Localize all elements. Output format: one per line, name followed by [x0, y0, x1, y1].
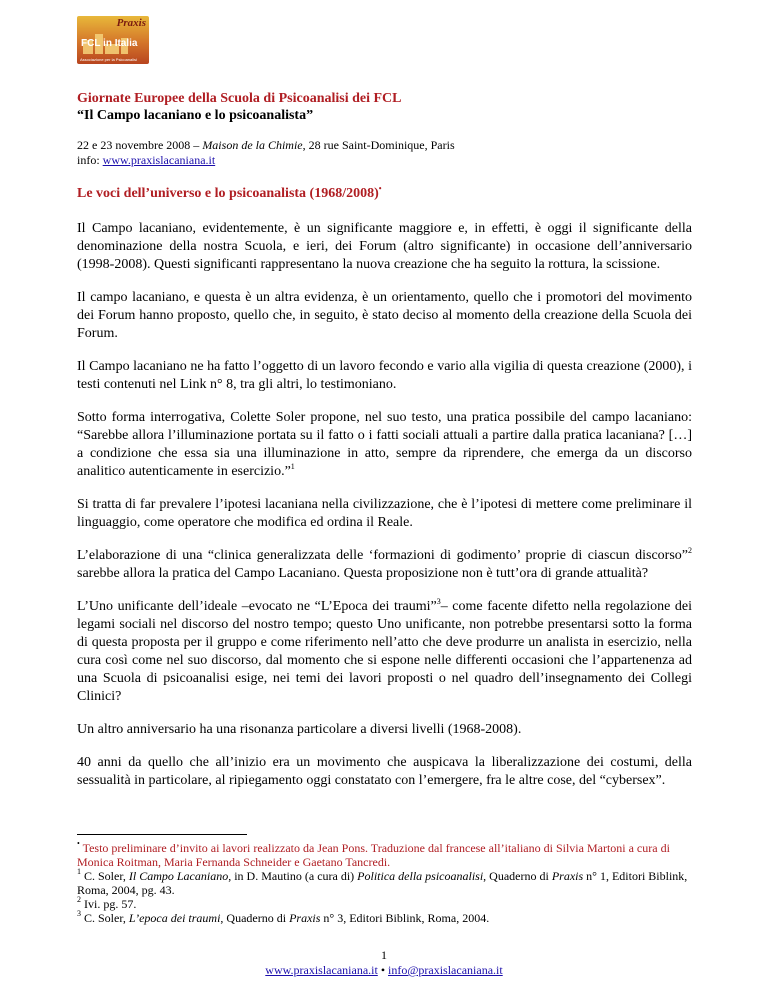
paragraph-4-text: Sotto forma interrogativa, Colette Soler propone, nel suo testo, una pratica possibile del campo lacaniano: “Sarebbe allora l’illuminazione portata su il fatto o i fatti sociali attuali a partire dalla pratica lacaniana? […] a condizione che essa sia una illuminazione in atto, sempre da riprendere, che emerga da un discorso analitico autenticamente in esercizio.”: [77, 410, 692, 479]
footnote-ref-2: 2: [688, 546, 692, 555]
footnote-1-text-g: n° 1, Editori Biblink, Roma, 2004, pg. 43.: [77, 869, 688, 897]
paragraph-6-text-b: sarebbe allora la pratica del Campo Lacaniano. Questa proposizione non è tutt’ora di grande attualità?: [77, 566, 649, 581]
paragraph-7: [77, 598, 692, 706]
footnote-ref-1: 1: [290, 462, 295, 471]
footnote-3-book-title: L’epoca dei traumi: [128, 911, 221, 925]
article-title-text: Le voci dell’universo e lo psicoanalista (1968/2008): [77, 186, 379, 201]
footnote-1-text-a: C. Soler,: [81, 869, 129, 883]
footnote-0-text: Testo preliminare d’invito ai lavori realizzato da Jean Pons. Traduzione dal francese all’italiano di Silvia Martoni a cura di Monica Roitman, Maria Fernanda Schneider e Gaetano Tancredi.: [77, 841, 670, 869]
paragraph-8: Un altro anniversario ha una risonanza particolare a diversi livelli (1968-2008).: [77, 722, 522, 737]
footnote-3-mark: 3: [77, 909, 81, 918]
paragraph-7-text-a: L’Uno unificante dell’ideale –evocato ne “L’Epoca dei traumi”: [77, 599, 437, 614]
event-venue: Maison de la Chimie: [202, 138, 303, 152]
footer-email-link[interactable]: info@praxislacaniana.it: [388, 963, 503, 977]
paragraph-3: Il Campo lacaniano ne ha fatto l’oggetto di un lavoro fecondo e vario alla vigilia di questa creazione (2000), i testi contenuti nel Link n° 8, tra gli altri, lo testimoniano.: [77, 359, 692, 392]
footer-separator: •: [377, 963, 389, 977]
event-address: , 28 rue Saint-Dominique, Paris: [302, 138, 455, 152]
footnote-1: [77, 869, 692, 897]
logo-text-fcl: FCL in Italia: [81, 38, 138, 49]
footnote-3-text-e: n° 3, Editori Biblink, Roma, 2004.: [320, 911, 490, 925]
footnote-3: [77, 911, 692, 925]
footnote-ref-3: 3: [436, 597, 441, 606]
paragraph-6: [77, 547, 692, 583]
footer-website-link[interactable]: www.praxislacaniana.it: [265, 963, 378, 977]
paragraph-6-text-a: L’elaborazione di una “clinica generalizzata delle ‘formazioni di godimento’ proprie di ciascun discorso”: [77, 548, 688, 563]
page-number: 1: [381, 948, 387, 962]
info-label: info:: [77, 153, 103, 167]
paragraph-4: [77, 409, 692, 481]
document-page: [77, 16, 692, 925]
event-title: Giornate Europee della Scuola di Psicoanalisi dei FCL: [77, 91, 402, 106]
footnote-1-text-e: , Quaderno di: [483, 869, 552, 883]
logo-text-praxis: Praxis: [116, 17, 146, 29]
footnote-3-text-a: C. Soler,: [81, 911, 129, 925]
info-website-link[interactable]: www.praxislacaniana.it: [102, 153, 216, 167]
footnote-1-series: Praxis: [551, 869, 584, 883]
event-date: 22 e 23 novembre 2008 –: [77, 138, 203, 152]
event-details: [77, 138, 692, 168]
footnote-1-volume-title: Politica della psicoanalisi: [357, 869, 484, 883]
footnote-0-mark: •: [77, 839, 80, 848]
footnote-0: [77, 841, 692, 869]
footnote-1-text-c: , in D. Mautino (a cura di): [228, 869, 358, 883]
footnote-3-series: Praxis: [289, 911, 321, 925]
footnote-2-text: Ivi. pg. 57.: [81, 897, 137, 911]
footnote-1-mark: 1: [77, 867, 81, 876]
footnote-1-book-title: Il Campo Lacaniano: [128, 869, 229, 883]
paragraph-2: Il campo lacaniano, e questa è un altra evidenza, è un orientamento, quello che i promotori del movimento dei Forum hanno proposto, quello che, in seguito, è stato deciso al momento della creazione della Scuola dei Forum.: [77, 290, 692, 341]
footnote-divider: [77, 834, 247, 835]
page-footer: [0, 948, 768, 978]
footnote-2-mark: 2: [77, 895, 81, 904]
paragraph-1: Il Campo lacaniano, evidentemente, è un significante maggiore e, in effetti, è oggi il significante della denominazione della nostra Scuola, e ieri, dei Forum (altro significante) in occasione dell’anniversario (1998-2008). Questi significanti rappresentano la nuova creazione che ha seguito la rottura, la scissione.: [77, 221, 692, 272]
article-title: [77, 185, 692, 203]
footnote-3-text-c: , Quaderno di: [220, 911, 290, 925]
footnote-2: [77, 897, 692, 911]
event-subtitle: “Il Campo lacaniano e lo psicoanalista”: [77, 108, 314, 123]
footer-links: [0, 963, 768, 978]
paragraph-5: Si tratta di far prevalere l’ipotesi lacaniana nella civilizzazione, che è l’ipotesi di mettere come preliminare il linguaggio, come operatore che modifica ed ordina il Reale.: [77, 497, 692, 530]
paragraph-7-text-b: – come facente difetto nella regolazione dei legami sociali nel discorso del nostro tempo; questo Uno unificante, non potrebbe presentarsi sotto la forma di questa proposta per il gruppo e come riferimento nell’atto che deve produrre un analista in esercizio, nella cura così come nel suo discorso, dal momento che si espone nelle differenti occasioni che l’appartenenza ad una Scuola di psicoanalisi esige, nei temi dei lavori proposti o nel quadro dell’insegnamento dei Collegi Clinici?: [77, 599, 692, 704]
logo-text-association: Associazione per la Psicoanalisi: [80, 57, 137, 62]
paragraph-9: 40 anni da quello che all’inizio era un movimento che auspicava la liberalizzazione dei costumi, della sessualità in particolare, al ripiegamento oggi constatato con l’emergere, fra le altre cose, del “cybersex”.: [77, 755, 692, 788]
article-title-footnote-mark: •: [378, 184, 382, 193]
praxis-logo: [77, 16, 149, 64]
